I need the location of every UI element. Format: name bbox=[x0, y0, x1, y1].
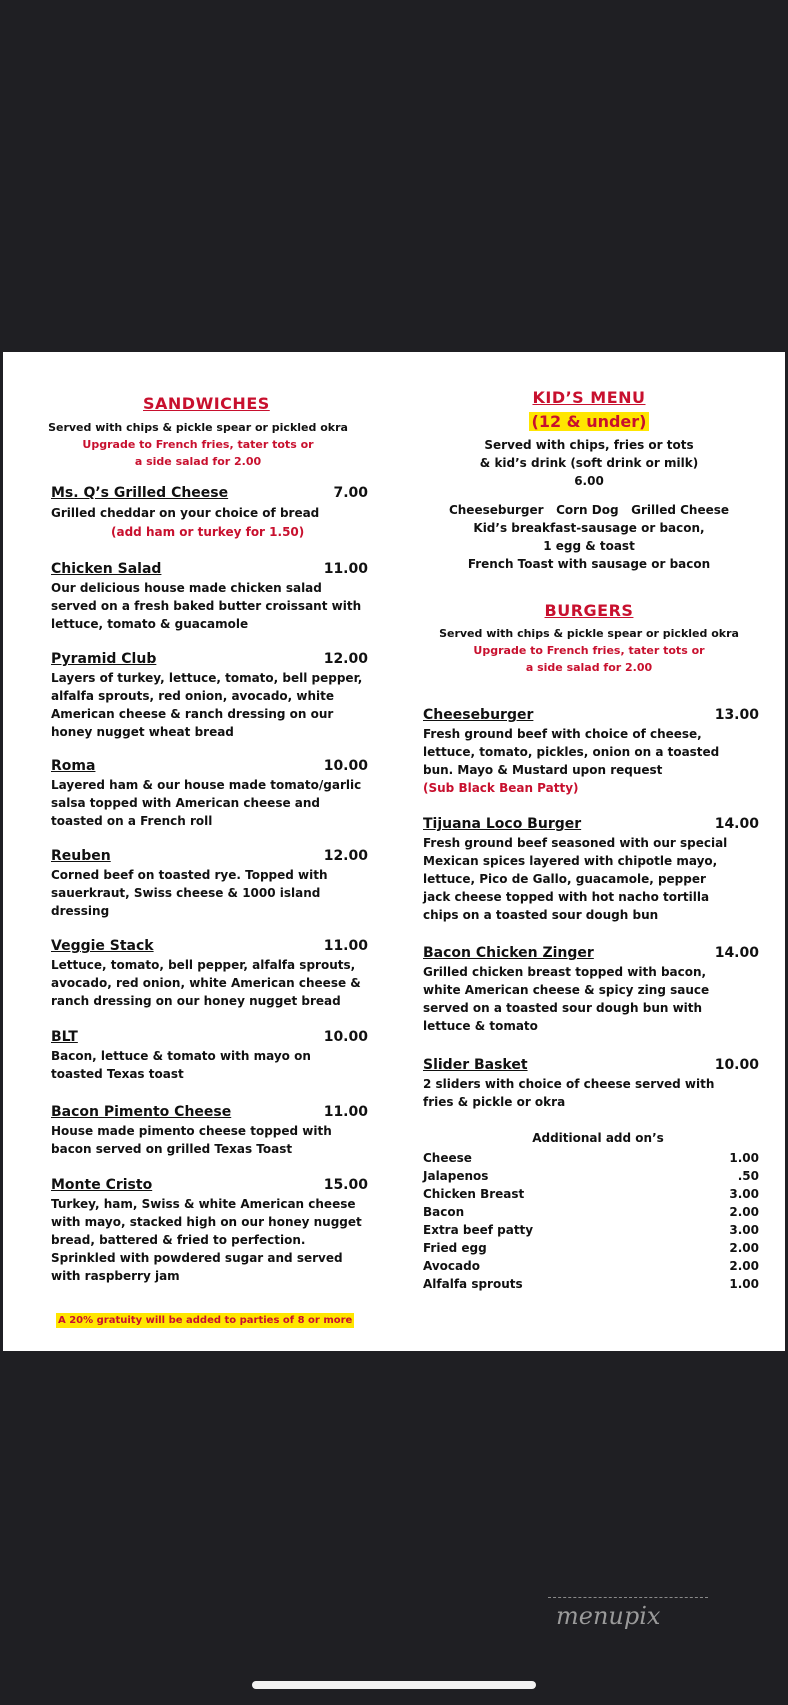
menu-item-desc: American cheese & ranch dressing on our bbox=[51, 707, 334, 721]
kids-option: French Toast with sausage or bacon bbox=[467, 557, 711, 571]
kids-price: 6.00 bbox=[574, 474, 604, 488]
addon-price: .50 bbox=[737, 1169, 759, 1183]
menu-item-name: Veggie Stack bbox=[51, 938, 154, 954]
menu-item-desc: Turkey, ham, Swiss & white American cheese bbox=[51, 1197, 356, 1211]
menu-item-desc: sauerkraut, Swiss cheese & 1000 island bbox=[51, 886, 321, 900]
kids-option: Cheeseburger Corn Dog Grilled Cheese bbox=[448, 503, 730, 517]
kids-menu-title: KID’S MENU bbox=[532, 388, 646, 407]
menu-item-name: Roma bbox=[51, 758, 96, 774]
menu-item-desc: Grilled chicken breast topped with bacon, bbox=[423, 965, 707, 979]
menu-item-desc: Layers of turkey, lettuce, tomato, bell pepper, bbox=[51, 671, 363, 685]
menu-item-desc: avocado, red onion, white American cheese & bbox=[51, 976, 361, 990]
menu-item-price: 14.00 bbox=[714, 816, 759, 832]
menu-item-price: 13.00 bbox=[714, 707, 759, 723]
kids-option: 1 egg & toast bbox=[543, 539, 635, 553]
menu-item-desc: 2 sliders with choice of cheese served with bbox=[423, 1077, 715, 1091]
menu-item-desc: lettuce & tomato bbox=[423, 1019, 538, 1033]
menu-item-name: Monte Cristo bbox=[51, 1177, 153, 1193]
menu-item-desc: dressing bbox=[51, 904, 110, 918]
watermark-logo: menupix bbox=[548, 1597, 708, 1645]
addon-name: Bacon bbox=[423, 1205, 465, 1219]
menu-item-price: 10.00 bbox=[323, 1029, 368, 1045]
menu-item-price: 12.00 bbox=[323, 651, 368, 667]
menu-item-desc: fries & pickle or okra bbox=[423, 1095, 566, 1109]
kids-line: & kid’s drink (soft drink or milk) bbox=[479, 456, 699, 470]
menu-item-price: 11.00 bbox=[323, 938, 368, 954]
addon-name: Alfalfa sprouts bbox=[423, 1277, 523, 1291]
addon-name: Avocado bbox=[423, 1259, 480, 1273]
addon-price: 2.00 bbox=[729, 1259, 759, 1273]
menu-item-desc: honey nugget wheat bread bbox=[51, 725, 234, 739]
menu-item-name: Reuben bbox=[51, 848, 111, 864]
sandwiches-upgrade-1: Upgrade to French fries, tater tots or bbox=[82, 438, 314, 451]
kids-line: Served with chips, fries or tots bbox=[484, 438, 694, 452]
menu-item-note: (Sub Black Bean Patty) bbox=[423, 781, 579, 795]
burgers-title: BURGERS bbox=[544, 601, 634, 620]
menu-item-desc: Fresh ground beef seasoned with our special bbox=[423, 836, 728, 850]
addon-price: 2.00 bbox=[729, 1241, 759, 1255]
menu-item-desc: Sprinkled with powdered sugar and served bbox=[51, 1251, 343, 1265]
menu-item-desc: Grilled cheddar on your choice of bread bbox=[51, 506, 320, 520]
menu-item-desc: bread, battered & fried to perfection. bbox=[51, 1233, 306, 1247]
menu-item-desc: Layered ham & our house made tomato/garlic bbox=[51, 778, 362, 792]
menu-item-price: 7.00 bbox=[333, 485, 368, 501]
menu-item-name: Cheeseburger bbox=[423, 707, 534, 723]
menu-item-desc: with mayo, stacked high on our honey nugget bbox=[51, 1215, 362, 1229]
menu-item-price: 10.00 bbox=[323, 758, 368, 774]
menu-item-desc: Lettuce, tomato, bell pepper, alfalfa sprouts, bbox=[51, 958, 356, 972]
menu-item-desc: toasted on a French roll bbox=[51, 814, 213, 828]
menu-item-name: Ms. Q’s Grilled Cheese bbox=[51, 485, 229, 501]
burgers-upgrade-2: a side salad for 2.00 bbox=[525, 661, 653, 674]
burgers-upgrade-1: Upgrade to French fries, tater tots or bbox=[473, 644, 705, 657]
gratuity-note: A 20% gratuity will be added to parties of 8 or more bbox=[58, 1315, 353, 1326]
sandwiches-title: SANDWICHES bbox=[143, 394, 270, 413]
menu-item-desc: Corned beef on toasted rye. Topped with bbox=[51, 868, 328, 882]
menu-item-desc: ranch dressing on our honey nugget bread bbox=[51, 994, 341, 1008]
menu-item-name: Chicken Salad bbox=[51, 561, 162, 577]
menu-item-desc: served on a toasted sour dough bun with bbox=[423, 1001, 703, 1015]
menu-item-price: 11.00 bbox=[323, 561, 368, 577]
kids-age-wrap bbox=[393, 412, 785, 433]
addon-price: 3.00 bbox=[729, 1223, 759, 1237]
addon-name: Cheese bbox=[423, 1151, 472, 1165]
menu-item-desc: white American cheese & spicy zing sauce bbox=[423, 983, 710, 997]
menu-item-name: Bacon Chicken Zinger bbox=[423, 945, 594, 961]
menu-item-name: Tijuana Loco Burger bbox=[423, 816, 582, 832]
menu-item-price: 14.00 bbox=[714, 945, 759, 961]
sandwiches-upgrade-2: a side salad for 2.00 bbox=[134, 455, 262, 468]
menu-page bbox=[3, 352, 785, 1351]
menu-item-desc: House made pimento cheese topped with bbox=[51, 1124, 332, 1138]
addon-price: 2.00 bbox=[729, 1205, 759, 1219]
addons-title: Additional add on’s bbox=[532, 1131, 664, 1145]
menu-item-name: Slider Basket bbox=[423, 1057, 528, 1073]
addon-name: Chicken Breast bbox=[423, 1187, 525, 1201]
menu-item-note: (add ham or turkey for 1.50) bbox=[111, 525, 305, 539]
menu-item-desc: chips on a toasted sour dough bun bbox=[423, 908, 659, 922]
kids-option: Kid’s breakfast-sausage or bacon, bbox=[473, 521, 705, 535]
menu-item-desc: jack cheese topped with hot nacho tortilla bbox=[423, 890, 710, 904]
menu-item-desc: bun. Mayo & Mustard upon request bbox=[423, 763, 663, 777]
home-indicator[interactable] bbox=[252, 1681, 536, 1689]
burgers-served: Served with chips & pickle spear or pickled okra bbox=[439, 627, 739, 640]
menu-item-price: 15.00 bbox=[323, 1177, 368, 1193]
addon-price: 3.00 bbox=[729, 1187, 759, 1201]
menu-item-desc: Bacon, lettuce & tomato with mayo on bbox=[51, 1049, 311, 1063]
addon-name: Extra beef patty bbox=[423, 1223, 534, 1237]
menu-item-name: BLT bbox=[51, 1029, 78, 1045]
menu-item-desc: Fresh ground beef with choice of cheese, bbox=[423, 727, 702, 741]
addon-price: 1.00 bbox=[729, 1151, 759, 1165]
sandwiches-served: Served with chips & pickle spear or pickled okra bbox=[48, 421, 348, 434]
menu-item-desc: toasted Texas toast bbox=[51, 1067, 184, 1081]
menu-item-desc: served on a fresh baked butter croissant with bbox=[51, 599, 362, 613]
kids-age-badge: (12 & under) bbox=[529, 412, 650, 431]
menu-item-desc: lettuce, tomato & guacamole bbox=[51, 617, 249, 631]
menu-item-desc: with raspberry jam bbox=[51, 1269, 180, 1283]
menu-item-price: 12.00 bbox=[323, 848, 368, 864]
menu-item-desc: alfalfa sprouts, red onion, avocado, white bbox=[51, 689, 335, 703]
menu-item-desc: lettuce, tomato, pickles, onion on a toasted bbox=[423, 745, 720, 759]
addon-name: Jalapenos bbox=[423, 1169, 489, 1183]
addon-price: 1.00 bbox=[729, 1277, 759, 1291]
menu-item-name: Bacon Pimento Cheese bbox=[51, 1104, 232, 1120]
menu-item-price: 11.00 bbox=[323, 1104, 368, 1120]
menu-item-desc: Our delicious house made chicken salad bbox=[51, 581, 322, 595]
menu-item-desc: Mexican spices layered with chipotle mayo, bbox=[423, 854, 718, 868]
menu-item-price: 10.00 bbox=[714, 1057, 759, 1073]
menu-item-desc: bacon served on grilled Texas Toast bbox=[51, 1142, 293, 1156]
addon-name: Fried egg bbox=[423, 1241, 487, 1255]
menu-item-name: Pyramid Club bbox=[51, 651, 157, 667]
menu-item-desc: lettuce, Pico de Gallo, guacamole, pepper bbox=[423, 872, 706, 886]
menu-item-desc: salsa topped with American cheese and bbox=[51, 796, 321, 810]
